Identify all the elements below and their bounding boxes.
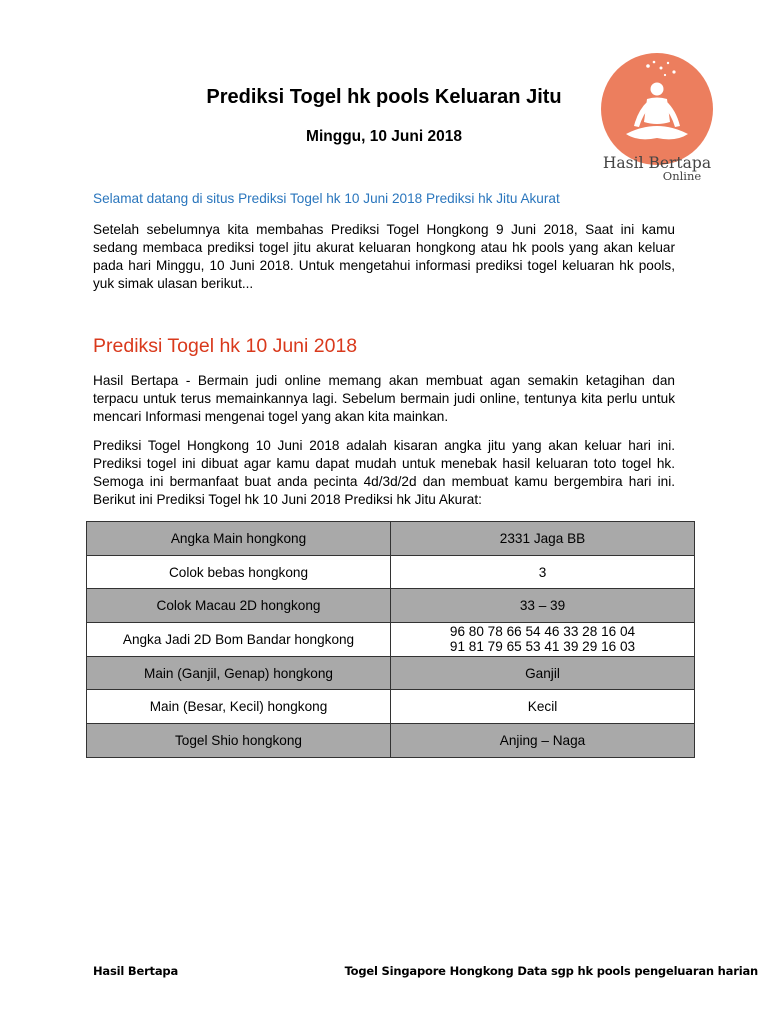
logo-name: Hasil Bertapa [602,154,712,172]
table-row [87,690,695,724]
row-value: 3 [391,555,695,589]
section-heading: Prediksi Togel hk 10 Juni 2018 [93,335,358,357]
logo [596,52,718,188]
row-value-line-2: 91 81 79 65 53 41 39 29 16 03 [449,639,636,655]
row-value: Anjing – Naga [391,724,695,758]
page-title: Prediksi Togel hk pools Keluaran Jitu [206,86,562,108]
table-row [87,522,695,556]
row-value: 33 – 39 [391,589,695,623]
row-value: Ganjil [391,656,695,690]
row-value-line-1: 96 80 78 66 54 46 33 28 16 04 [449,624,636,640]
page-date: Minggu, 10 Juni 2018 [306,128,462,145]
footer-left: Hasil Bertapa [93,964,179,978]
table-row [87,656,695,690]
row-label: Main (Ganjil, Genap) hongkong [87,656,391,690]
table-row [87,589,695,623]
row-value: 2331 Jaga BB [391,522,695,556]
row-label: Togel Shio hongkong [87,724,391,758]
meditation-logo-icon [596,52,718,188]
section-paragraph-2: Prediksi Togel Hongkong 10 Juni 2018 adalah kisaran angka jitu yang akan keluar hari ini. Prediksi togel ini dibuat agar kamu dapat mudah untuk menebak hasil keluaran toto togel hk. Semoga ini bermanfaat buat anda pecinta 4d/3d/2d dan membuat kamu bergembira hari ini. Berikut ini Prediksi Togel hk 10 Juni 2018 Prediksi hk Jitu Akurat: [93,438,675,507]
row-value [391,623,695,657]
welcome-text: Selamat datang di situs Prediksi Togel hk 10 Juni 2018 Prediksi hk Jitu Akurat [93,191,560,206]
prediction-table [86,521,695,758]
logo-sub: Online [662,169,702,183]
footer-right: Togel Singapore Hongkong Data sgp hk pools pengeluaran harian [344,964,758,978]
row-value: Kecil [391,690,695,724]
intro-paragraph: Setelah sebelumnya kita membahas Prediksi Togel Hongkong 9 Juni 2018, Saat ini kamu sedang membaca prediksi togel jitu akurat keluaran hongkong atau hk pools yang akan keluar pada hari Minggu, 10 Juni 2018. Untuk mengetahui informasi prediksi togel keluaran hk pools, yuk simak ulasan berikut... [93,222,675,291]
table-row [87,724,695,758]
row-label: Angka Jadi 2D Bom Bandar hongkong [87,623,391,657]
row-label: Angka Main hongkong [87,522,391,556]
table-row [87,555,695,589]
row-label: Colok Macau 2D hongkong [87,589,391,623]
section-paragraph-1: Hasil Bertapa - Bermain judi online memang akan membuat agan semakin ketagihan dan terpacu untuk terus memainkannya lagi. Sebelum bermain judi online, tentunya kita perlu untuk mencari Informasi mengenai togel yang akan kita mainkan. [93,373,675,424]
table-row [87,623,695,657]
row-label: Main (Besar, Kecil) hongkong [87,690,391,724]
row-label: Colok bebas hongkong [87,555,391,589]
